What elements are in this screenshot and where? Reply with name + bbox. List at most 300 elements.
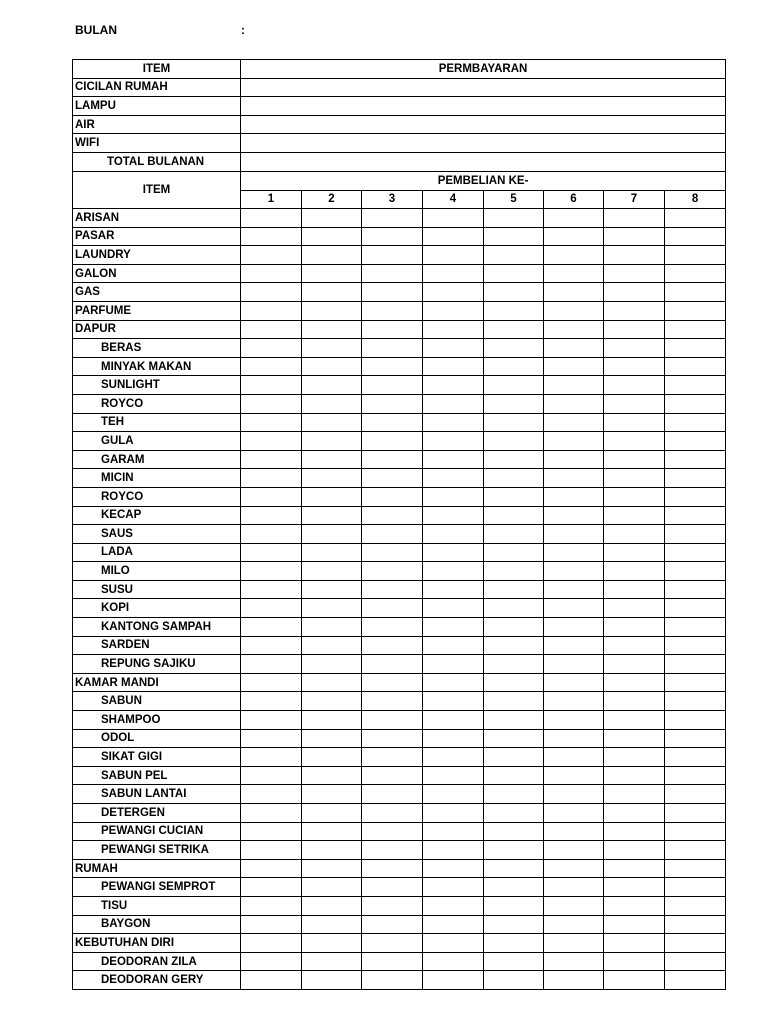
purchase-entry-cell[interactable] (484, 450, 544, 469)
purchase-entry-cell[interactable] (665, 246, 726, 265)
purchase-entry-cell[interactable] (544, 394, 604, 413)
purchase-entry-cell[interactable] (665, 952, 726, 971)
purchase-entry-cell[interactable] (665, 580, 726, 599)
purchase-entry-cell[interactable] (362, 413, 423, 432)
purchase-entry-cell[interactable] (241, 264, 302, 283)
purchase-entry-cell[interactable] (665, 357, 726, 376)
purchase-entry-cell[interactable] (544, 209, 604, 228)
purchase-entry-cell[interactable] (423, 543, 484, 562)
purchase-entry-cell[interactable] (302, 785, 362, 804)
purchase-entry-cell[interactable] (604, 209, 665, 228)
purchase-entry-cell[interactable] (302, 413, 362, 432)
purchase-entry-cell[interactable] (302, 636, 362, 655)
purchase-entry-cell[interactable] (665, 711, 726, 730)
purchase-entry-cell[interactable] (544, 506, 604, 525)
purchase-entry-cell[interactable] (484, 859, 544, 878)
purchase-entry-cell[interactable] (484, 432, 544, 451)
purchase-entry-cell[interactable] (665, 487, 726, 506)
purchase-entry-cell[interactable] (362, 283, 423, 302)
purchase-entry-cell[interactable] (665, 599, 726, 618)
purchase-entry-cell[interactable] (544, 971, 604, 990)
purchase-entry-cell[interactable] (362, 859, 423, 878)
purchase-entry-cell[interactable] (362, 971, 423, 990)
purchase-entry-cell[interactable] (544, 673, 604, 692)
purchase-entry-cell[interactable] (604, 952, 665, 971)
purchase-entry-cell[interactable] (241, 636, 302, 655)
purchase-entry-cell[interactable] (604, 357, 665, 376)
purchase-entry-cell[interactable] (362, 785, 423, 804)
purchase-entry-cell[interactable] (665, 915, 726, 934)
purchase-entry-cell[interactable] (665, 655, 726, 674)
purchase-entry-cell[interactable] (604, 432, 665, 451)
purchase-entry-cell[interactable] (604, 506, 665, 525)
purchase-entry-cell[interactable] (302, 469, 362, 488)
purchase-entry-cell[interactable] (544, 896, 604, 915)
purchase-entry-cell[interactable] (302, 822, 362, 841)
purchase-entry-cell[interactable] (362, 878, 423, 897)
purchase-entry-cell[interactable] (423, 301, 484, 320)
purchase-entry-cell[interactable] (423, 469, 484, 488)
purchase-entry-cell[interactable] (484, 766, 544, 785)
purchase-entry-cell[interactable] (484, 804, 544, 823)
purchase-entry-cell[interactable] (423, 450, 484, 469)
purchase-entry-cell[interactable] (423, 878, 484, 897)
purchase-entry-cell[interactable] (544, 283, 604, 302)
purchase-entry-cell[interactable] (484, 394, 544, 413)
purchase-entry-cell[interactable] (241, 376, 302, 395)
purchase-entry-cell[interactable] (241, 804, 302, 823)
purchase-entry-cell[interactable] (362, 450, 423, 469)
purchase-entry-cell[interactable] (423, 227, 484, 246)
purchase-entry-cell[interactable] (241, 227, 302, 246)
purchase-entry-cell[interactable] (484, 320, 544, 339)
purchase-entry-cell[interactable] (302, 227, 362, 246)
purchase-entry-cell[interactable] (544, 264, 604, 283)
purchase-entry-cell[interactable] (302, 246, 362, 265)
purchase-entry-cell[interactable] (423, 636, 484, 655)
purchase-entry-cell[interactable] (484, 636, 544, 655)
purchase-entry-cell[interactable] (302, 376, 362, 395)
payment-total-cell[interactable] (241, 152, 726, 171)
purchase-entry-cell[interactable] (544, 859, 604, 878)
purchase-entry-cell[interactable] (604, 487, 665, 506)
purchase-entry-cell[interactable] (544, 227, 604, 246)
purchase-entry-cell[interactable] (362, 227, 423, 246)
purchase-entry-cell[interactable] (544, 878, 604, 897)
purchase-entry-cell[interactable] (665, 394, 726, 413)
purchase-entry-cell[interactable] (423, 729, 484, 748)
purchase-entry-cell[interactable] (484, 543, 544, 562)
purchase-entry-cell[interactable] (604, 413, 665, 432)
purchase-entry-cell[interactable] (604, 469, 665, 488)
purchase-entry-cell[interactable] (241, 711, 302, 730)
purchase-entry-cell[interactable] (484, 525, 544, 544)
purchase-entry-cell[interactable] (423, 209, 484, 228)
purchase-entry-cell[interactable] (544, 320, 604, 339)
purchase-entry-cell[interactable] (241, 729, 302, 748)
purchase-entry-cell[interactable] (665, 859, 726, 878)
purchase-entry-cell[interactable] (484, 952, 544, 971)
purchase-entry-cell[interactable] (302, 599, 362, 618)
purchase-entry-cell[interactable] (362, 822, 423, 841)
purchase-entry-cell[interactable] (302, 859, 362, 878)
purchase-entry-cell[interactable] (362, 766, 423, 785)
purchase-entry-cell[interactable] (604, 841, 665, 860)
purchase-entry-cell[interactable] (362, 952, 423, 971)
purchase-entry-cell[interactable] (241, 859, 302, 878)
purchase-entry-cell[interactable] (544, 841, 604, 860)
purchase-entry-cell[interactable] (423, 952, 484, 971)
purchase-entry-cell[interactable] (423, 934, 484, 953)
purchase-entry-cell[interactable] (362, 469, 423, 488)
purchase-entry-cell[interactable] (302, 673, 362, 692)
purchase-entry-cell[interactable] (302, 450, 362, 469)
purchase-entry-cell[interactable] (362, 525, 423, 544)
purchase-entry-cell[interactable] (665, 748, 726, 767)
purchase-entry-cell[interactable] (302, 692, 362, 711)
purchase-entry-cell[interactable] (544, 915, 604, 934)
purchase-entry-cell[interactable] (362, 711, 423, 730)
purchase-entry-cell[interactable] (302, 339, 362, 358)
purchase-entry-cell[interactable] (362, 748, 423, 767)
purchase-entry-cell[interactable] (604, 376, 665, 395)
purchase-entry-cell[interactable] (665, 636, 726, 655)
purchase-entry-cell[interactable] (665, 729, 726, 748)
purchase-entry-cell[interactable] (604, 525, 665, 544)
purchase-entry-cell[interactable] (604, 859, 665, 878)
purchase-entry-cell[interactable] (241, 525, 302, 544)
purchase-entry-cell[interactable] (423, 971, 484, 990)
purchase-entry-cell[interactable] (241, 841, 302, 860)
purchase-entry-cell[interactable] (241, 673, 302, 692)
purchase-entry-cell[interactable] (362, 264, 423, 283)
purchase-entry-cell[interactable] (604, 599, 665, 618)
purchase-entry-cell[interactable] (484, 692, 544, 711)
purchase-entry-cell[interactable] (665, 822, 726, 841)
purchase-entry-cell[interactable] (544, 469, 604, 488)
purchase-entry-cell[interactable] (362, 320, 423, 339)
purchase-entry-cell[interactable] (302, 543, 362, 562)
purchase-entry-cell[interactable] (484, 915, 544, 934)
purchase-entry-cell[interactable] (241, 915, 302, 934)
purchase-entry-cell[interactable] (604, 246, 665, 265)
purchase-entry-cell[interactable] (665, 766, 726, 785)
purchase-entry-cell[interactable] (604, 655, 665, 674)
purchase-entry-cell[interactable] (241, 618, 302, 637)
purchase-entry-cell[interactable] (362, 301, 423, 320)
purchase-entry-cell[interactable] (544, 711, 604, 730)
purchase-entry-cell[interactable] (302, 432, 362, 451)
payment-amount-cell[interactable] (241, 115, 726, 134)
purchase-entry-cell[interactable] (665, 432, 726, 451)
purchase-entry-cell[interactable] (544, 952, 604, 971)
purchase-entry-cell[interactable] (544, 525, 604, 544)
purchase-entry-cell[interactable] (362, 655, 423, 674)
purchase-entry-cell[interactable] (362, 506, 423, 525)
purchase-entry-cell[interactable] (241, 580, 302, 599)
purchase-entry-cell[interactable] (241, 692, 302, 711)
purchase-entry-cell[interactable] (241, 934, 302, 953)
purchase-entry-cell[interactable] (484, 748, 544, 767)
purchase-entry-cell[interactable] (665, 283, 726, 302)
purchase-entry-cell[interactable] (544, 301, 604, 320)
purchase-entry-cell[interactable] (241, 246, 302, 265)
purchase-entry-cell[interactable] (241, 394, 302, 413)
purchase-entry-cell[interactable] (484, 580, 544, 599)
purchase-entry-cell[interactable] (604, 301, 665, 320)
purchase-entry-cell[interactable] (544, 636, 604, 655)
purchase-entry-cell[interactable] (604, 543, 665, 562)
purchase-entry-cell[interactable] (423, 896, 484, 915)
purchase-entry-cell[interactable] (423, 766, 484, 785)
purchase-entry-cell[interactable] (484, 562, 544, 581)
purchase-entry-cell[interactable] (362, 357, 423, 376)
purchase-entry-cell[interactable] (423, 339, 484, 358)
purchase-entry-cell[interactable] (604, 934, 665, 953)
purchase-entry-cell[interactable] (544, 804, 604, 823)
purchase-entry-cell[interactable] (544, 487, 604, 506)
purchase-entry-cell[interactable] (665, 971, 726, 990)
purchase-entry-cell[interactable] (241, 320, 302, 339)
purchase-entry-cell[interactable] (604, 264, 665, 283)
purchase-entry-cell[interactable] (665, 209, 726, 228)
purchase-entry-cell[interactable] (665, 506, 726, 525)
purchase-entry-cell[interactable] (665, 618, 726, 637)
purchase-entry-cell[interactable] (423, 246, 484, 265)
purchase-entry-cell[interactable] (604, 711, 665, 730)
purchase-entry-cell[interactable] (302, 729, 362, 748)
purchase-entry-cell[interactable] (423, 711, 484, 730)
purchase-entry-cell[interactable] (665, 339, 726, 358)
purchase-entry-cell[interactable] (302, 301, 362, 320)
purchase-entry-cell[interactable] (604, 450, 665, 469)
purchase-entry-cell[interactable] (484, 673, 544, 692)
purchase-entry-cell[interactable] (302, 934, 362, 953)
purchase-entry-cell[interactable] (665, 376, 726, 395)
purchase-entry-cell[interactable] (362, 915, 423, 934)
purchase-entry-cell[interactable] (484, 246, 544, 265)
purchase-entry-cell[interactable] (302, 209, 362, 228)
purchase-entry-cell[interactable] (544, 357, 604, 376)
purchase-entry-cell[interactable] (544, 934, 604, 953)
purchase-entry-cell[interactable] (302, 264, 362, 283)
purchase-entry-cell[interactable] (241, 766, 302, 785)
purchase-entry-cell[interactable] (604, 822, 665, 841)
purchase-entry-cell[interactable] (604, 804, 665, 823)
purchase-entry-cell[interactable] (604, 785, 665, 804)
purchase-entry-cell[interactable] (302, 748, 362, 767)
purchase-entry-cell[interactable] (362, 692, 423, 711)
purchase-entry-cell[interactable] (544, 432, 604, 451)
purchase-entry-cell[interactable] (362, 580, 423, 599)
purchase-entry-cell[interactable] (302, 766, 362, 785)
purchase-entry-cell[interactable] (665, 562, 726, 581)
purchase-entry-cell[interactable] (604, 729, 665, 748)
purchase-entry-cell[interactable] (544, 618, 604, 637)
purchase-entry-cell[interactable] (665, 543, 726, 562)
purchase-entry-cell[interactable] (544, 729, 604, 748)
purchase-entry-cell[interactable] (362, 487, 423, 506)
purchase-entry-cell[interactable] (484, 618, 544, 637)
purchase-entry-cell[interactable] (604, 283, 665, 302)
purchase-entry-cell[interactable] (665, 878, 726, 897)
purchase-entry-cell[interactable] (241, 506, 302, 525)
purchase-entry-cell[interactable] (423, 394, 484, 413)
purchase-entry-cell[interactable] (241, 748, 302, 767)
purchase-entry-cell[interactable] (544, 692, 604, 711)
purchase-entry-cell[interactable] (423, 487, 484, 506)
purchase-entry-cell[interactable] (604, 227, 665, 246)
purchase-entry-cell[interactable] (423, 264, 484, 283)
purchase-entry-cell[interactable] (423, 320, 484, 339)
purchase-entry-cell[interactable] (544, 599, 604, 618)
purchase-entry-cell[interactable] (484, 729, 544, 748)
purchase-entry-cell[interactable] (484, 971, 544, 990)
purchase-entry-cell[interactable] (302, 394, 362, 413)
purchase-entry-cell[interactable] (302, 971, 362, 990)
purchase-entry-cell[interactable] (484, 357, 544, 376)
purchase-entry-cell[interactable] (362, 394, 423, 413)
purchase-entry-cell[interactable] (604, 320, 665, 339)
purchase-entry-cell[interactable] (544, 246, 604, 265)
purchase-entry-cell[interactable] (362, 673, 423, 692)
purchase-entry-cell[interactable] (484, 934, 544, 953)
purchase-entry-cell[interactable] (604, 748, 665, 767)
purchase-entry-cell[interactable] (665, 804, 726, 823)
purchase-entry-cell[interactable] (423, 785, 484, 804)
purchase-entry-cell[interactable] (241, 785, 302, 804)
purchase-entry-cell[interactable] (362, 543, 423, 562)
purchase-entry-cell[interactable] (604, 339, 665, 358)
purchase-entry-cell[interactable] (241, 971, 302, 990)
payment-amount-cell[interactable] (241, 78, 726, 97)
purchase-entry-cell[interactable] (484, 413, 544, 432)
purchase-entry-cell[interactable] (484, 896, 544, 915)
purchase-entry-cell[interactable] (665, 301, 726, 320)
purchase-entry-cell[interactable] (423, 580, 484, 599)
purchase-entry-cell[interactable] (241, 413, 302, 432)
purchase-entry-cell[interactable] (423, 506, 484, 525)
purchase-entry-cell[interactable] (302, 562, 362, 581)
purchase-entry-cell[interactable] (302, 357, 362, 376)
purchase-entry-cell[interactable] (302, 506, 362, 525)
purchase-entry-cell[interactable] (423, 748, 484, 767)
purchase-entry-cell[interactable] (604, 915, 665, 934)
purchase-entry-cell[interactable] (604, 971, 665, 990)
purchase-entry-cell[interactable] (604, 878, 665, 897)
purchase-entry-cell[interactable] (362, 618, 423, 637)
purchase-entry-cell[interactable] (241, 599, 302, 618)
purchase-entry-cell[interactable] (302, 896, 362, 915)
purchase-entry-cell[interactable] (484, 301, 544, 320)
purchase-entry-cell[interactable] (484, 878, 544, 897)
purchase-entry-cell[interactable] (241, 450, 302, 469)
purchase-entry-cell[interactable] (302, 283, 362, 302)
purchase-entry-cell[interactable] (665, 413, 726, 432)
purchase-entry-cell[interactable] (484, 785, 544, 804)
purchase-entry-cell[interactable] (484, 655, 544, 674)
purchase-entry-cell[interactable] (544, 766, 604, 785)
purchase-entry-cell[interactable] (423, 413, 484, 432)
purchase-entry-cell[interactable] (665, 692, 726, 711)
payment-amount-cell[interactable] (241, 134, 726, 153)
purchase-entry-cell[interactable] (241, 469, 302, 488)
purchase-entry-cell[interactable] (665, 896, 726, 915)
purchase-entry-cell[interactable] (241, 487, 302, 506)
purchase-entry-cell[interactable] (362, 246, 423, 265)
purchase-entry-cell[interactable] (484, 822, 544, 841)
purchase-entry-cell[interactable] (484, 506, 544, 525)
purchase-entry-cell[interactable] (484, 283, 544, 302)
purchase-entry-cell[interactable] (484, 339, 544, 358)
purchase-entry-cell[interactable] (604, 580, 665, 599)
purchase-entry-cell[interactable] (362, 376, 423, 395)
purchase-entry-cell[interactable] (665, 320, 726, 339)
purchase-entry-cell[interactable] (302, 804, 362, 823)
purchase-entry-cell[interactable] (544, 339, 604, 358)
purchase-entry-cell[interactable] (484, 264, 544, 283)
purchase-entry-cell[interactable] (665, 525, 726, 544)
purchase-entry-cell[interactable] (362, 562, 423, 581)
purchase-entry-cell[interactable] (423, 692, 484, 711)
purchase-entry-cell[interactable] (302, 618, 362, 637)
purchase-entry-cell[interactable] (362, 934, 423, 953)
purchase-entry-cell[interactable] (484, 376, 544, 395)
purchase-entry-cell[interactable] (241, 896, 302, 915)
purchase-entry-cell[interactable] (544, 450, 604, 469)
purchase-entry-cell[interactable] (484, 711, 544, 730)
purchase-entry-cell[interactable] (241, 562, 302, 581)
purchase-entry-cell[interactable] (241, 357, 302, 376)
purchase-entry-cell[interactable] (423, 618, 484, 637)
purchase-entry-cell[interactable] (362, 804, 423, 823)
purchase-entry-cell[interactable] (302, 841, 362, 860)
purchase-entry-cell[interactable] (484, 599, 544, 618)
purchase-entry-cell[interactable] (544, 785, 604, 804)
purchase-entry-cell[interactable] (241, 952, 302, 971)
purchase-entry-cell[interactable] (665, 841, 726, 860)
purchase-entry-cell[interactable] (241, 543, 302, 562)
purchase-entry-cell[interactable] (241, 878, 302, 897)
purchase-entry-cell[interactable] (544, 562, 604, 581)
purchase-entry-cell[interactable] (665, 264, 726, 283)
purchase-entry-cell[interactable] (604, 673, 665, 692)
purchase-entry-cell[interactable] (604, 562, 665, 581)
purchase-entry-cell[interactable] (665, 673, 726, 692)
purchase-entry-cell[interactable] (362, 729, 423, 748)
purchase-entry-cell[interactable] (362, 896, 423, 915)
purchase-entry-cell[interactable] (241, 209, 302, 228)
purchase-entry-cell[interactable] (302, 487, 362, 506)
purchase-entry-cell[interactable] (544, 413, 604, 432)
purchase-entry-cell[interactable] (362, 209, 423, 228)
purchase-entry-cell[interactable] (604, 636, 665, 655)
purchase-entry-cell[interactable] (362, 432, 423, 451)
purchase-entry-cell[interactable] (362, 599, 423, 618)
payment-amount-cell[interactable] (241, 97, 726, 116)
purchase-entry-cell[interactable] (604, 692, 665, 711)
purchase-entry-cell[interactable] (484, 469, 544, 488)
purchase-entry-cell[interactable] (665, 450, 726, 469)
purchase-entry-cell[interactable] (302, 320, 362, 339)
purchase-entry-cell[interactable] (423, 525, 484, 544)
purchase-entry-cell[interactable] (665, 469, 726, 488)
purchase-entry-cell[interactable] (423, 599, 484, 618)
purchase-entry-cell[interactable] (544, 543, 604, 562)
purchase-entry-cell[interactable] (302, 525, 362, 544)
purchase-entry-cell[interactable] (665, 785, 726, 804)
purchase-entry-cell[interactable] (423, 822, 484, 841)
